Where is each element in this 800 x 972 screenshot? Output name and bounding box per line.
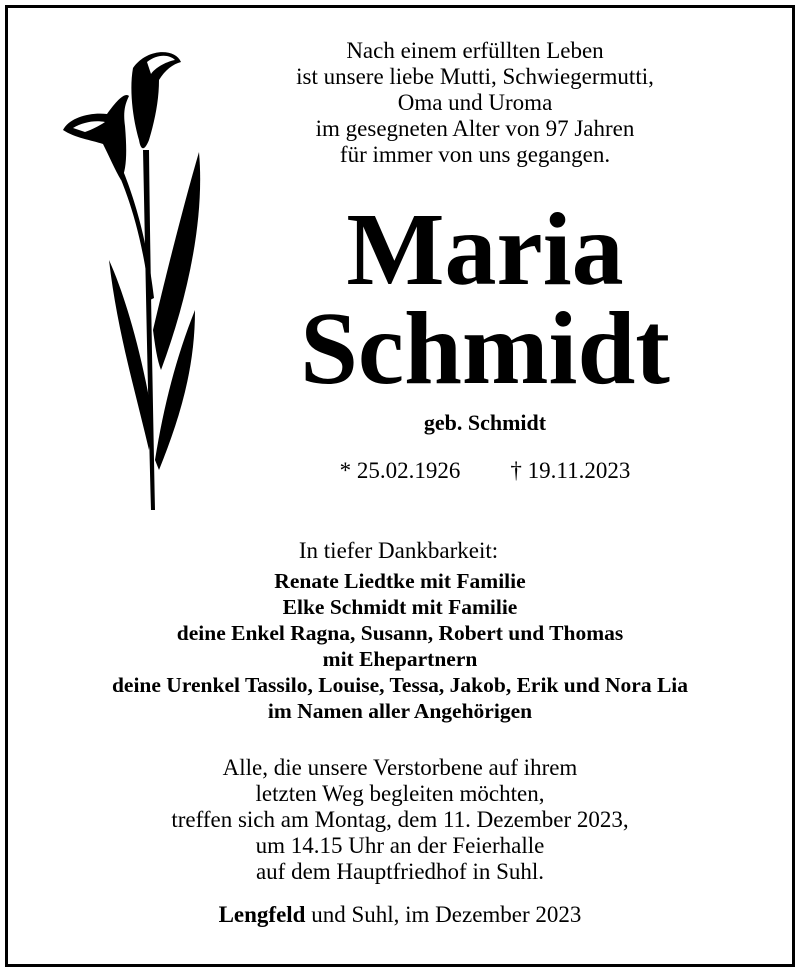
intro-line: für immer von uns gegangen. <box>339 142 611 167</box>
birth-name: geb. Schmidt <box>423 410 547 435</box>
signoff <box>0 902 800 928</box>
notice-line: Alle, die unsere Verstorbene auf ihrem <box>222 755 578 780</box>
intro-line: Nach einem erfüllten Leben <box>346 38 604 63</box>
notice-line: um 14.15 Uhr an der Feierhalle <box>255 833 545 858</box>
calla-lily-icon <box>55 40 215 520</box>
intro-line: Oma und Uroma <box>397 90 553 115</box>
thanks-label: In tiefer Dankbarkeit: <box>298 538 499 563</box>
deceased-first-name: Maria <box>346 192 624 307</box>
death-date: † 19.11.2023 <box>510 458 631 483</box>
mourner-line: deine Enkel Ragna, Susann, Robert und Thomas <box>176 621 624 645</box>
intro-line: im gesegneten Alter von 97 Jahren <box>315 116 635 141</box>
mourner-line: Renate Liedtke mit Familie <box>274 569 526 593</box>
notice-line: treffen sich am Montag, dem 11. Dezember 2023, <box>171 807 629 832</box>
mourner-line: deine Urenkel Tassilo, Louise, Tessa, Jakob, Erik und Nora Lia <box>111 673 689 697</box>
notice-line: auf dem Hauptfriedhof in Suhl. <box>255 859 545 884</box>
intro-line: ist unsere liebe Mutti, Schwiegermutti, <box>296 64 654 89</box>
notice-line: letzten Weg begleiten möchten, <box>255 781 545 806</box>
mourner-line: im Namen aller Angehörigen <box>267 699 533 723</box>
mourners-list <box>0 568 800 724</box>
birth-date: * 25.02.1926 <box>339 458 461 483</box>
funeral-notice <box>0 755 800 885</box>
mourner-line: mit Ehepartnern <box>322 647 478 671</box>
life-dates <box>255 458 715 484</box>
signoff-place: Lengfeld <box>218 902 306 927</box>
deceased-last-name: Schmidt <box>300 291 670 406</box>
signoff-rest: und Suhl, im Dezember 2023 <box>305 902 582 927</box>
intro-text <box>255 38 695 168</box>
mourner-line: Elke Schmidt mit Familie <box>282 595 518 619</box>
